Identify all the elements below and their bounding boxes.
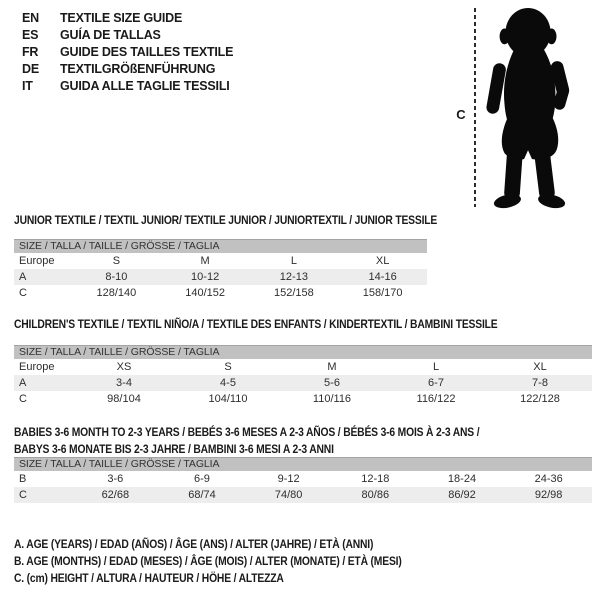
table-cell: 12-18 [361,473,390,485]
table-cell: 62/68 [101,489,130,501]
row-label: B [19,473,27,485]
table-cell: 116/122 [416,393,456,405]
table-cell: 74/80 [274,489,303,501]
table-cell: 128/140 [96,287,137,299]
language-item [22,9,233,26]
table-cell: S [112,255,121,267]
language-code: EN [22,10,39,25]
section-title-line: BABYS 3-6 MONATE BIS 2-3 JAHRE / BAMBINI 3-6 MESI A 2-3 ANNI [14,442,334,456]
footnote-age-years: A. AGE (YEARS) / EDAD (AÑOS) / ÂGE (ANS) / ALTER (JAHRE) / ETÀ (ANNI) [14,537,374,551]
junior-size-table [14,239,427,301]
table-cell: S [224,361,232,373]
table-cell: L [290,255,297,267]
table-cell: 18-24 [447,473,477,485]
table-cell: 122/128 [520,393,560,405]
section-title-line: JUNIOR TEXTILE / TEXTIL JUNIOR/ TEXTILE JUNIOR / JUNIORTEXTIL / JUNIOR TESSILE [14,213,438,227]
language-title: GUÍA DE TALLAS [60,27,161,42]
table-cell: 6-7 [428,377,444,389]
size-row-header: SIZE / TALLA / TAILLE / GRÖSSE / TAGLIA [14,345,592,359]
section-title-line: BABIES 3-6 MONTH TO 2-3 YEARS / BEBÉS 3-6 MESES A 2-3 AÑOS / BÉBÉS 3-6 MOIS À 2-3 ANS / [14,425,480,439]
table-cell: XL [533,361,547,373]
row-label: C [19,287,27,299]
table-cell: 92/98 [534,489,563,501]
table-cell: 4-5 [220,377,236,389]
table-cell: 152/158 [273,287,314,299]
table-cell: 24-36 [534,473,563,485]
toddler-silhouette-icon [480,6,580,212]
row-label: C [19,489,27,501]
language-list [22,9,233,94]
table-cell: 86/92 [448,489,476,501]
height-measure-label: C [456,107,466,122]
language-item [22,60,233,77]
section-title-line: CHILDREN'S TEXTILE / TEXTIL NIÑO/A / TEXTILE DES ENFANTS / KINDERTEXTIL / BAMBINI TESSILE [14,317,498,331]
table-cell: M [327,361,337,373]
row-label: C [19,393,27,405]
table-cell: XL [375,255,390,267]
table-cell: 5-6 [324,377,340,389]
table-cell: 3-4 [116,377,132,389]
language-item [22,43,233,60]
table-cell: 14-16 [368,271,397,283]
children-section-title [14,316,498,333]
language-item [22,77,233,94]
row-label: A [19,377,27,389]
table-row [14,285,427,301]
table-cell: 8-10 [105,271,128,283]
table-cell: 68/74 [188,489,216,501]
table-cell: 7-8 [532,377,548,389]
footnote-height-cm: C. (cm) HEIGHT / ALTURA / HAUTEUR / HÖHE / ALTEZZA [14,571,284,585]
footnote-age-months: B. AGE (MONTHS) / EDAD (MESES) / ÂGE (MOIS) / ALTER (MONATE) / ETÀ (MESI) [14,554,402,568]
language-title: TEXTILE SIZE GUIDE [60,10,183,25]
junior-section-title [14,212,437,229]
table-row [14,269,427,285]
table-row [14,253,427,269]
table-cell: 12-13 [279,271,308,283]
table-row [14,359,592,375]
table-cell: 110/116 [312,393,352,405]
table-cell: 10-12 [191,271,220,283]
language-title: TEXTILGRÖßENFÜHRUNG [60,61,216,76]
babies-size-table [14,457,592,503]
table-row [14,487,592,503]
row-label: Europe [19,361,55,373]
table-row [14,375,592,391]
table-cell: 158/170 [362,287,403,299]
table-cell: 140/152 [185,287,225,299]
language-title: GUIDA ALLE TAGLIE TESSILI [60,78,230,93]
language-code: DE [22,61,39,76]
table-cell: 80/86 [361,489,390,501]
table-cell: 104/110 [208,393,248,405]
row-label: A [19,271,27,283]
size-row-header: SIZE / TALLA / TAILLE / GRÖSSE / TAGLIA [14,239,427,253]
language-title: GUIDE DES TAILLES TEXTILE [60,44,234,59]
language-code: IT [22,78,33,93]
row-label: Europe [19,255,55,267]
height-measure-dashline [474,8,476,207]
language-item [22,26,233,43]
table-cell: M [200,255,210,267]
table-cell: 9-12 [277,473,300,485]
children-size-table [14,345,592,407]
footnotes [14,536,402,587]
language-code: FR [22,44,39,59]
table-row [14,391,592,407]
table-cell: 3-6 [107,473,124,485]
babies-section-title [14,424,479,458]
table-cell: XS [116,361,132,373]
table-cell: 6-9 [194,473,210,485]
table-cell: 98/104 [107,393,141,405]
language-code: ES [22,27,39,42]
table-cell: L [432,361,440,373]
table-row [14,471,592,487]
size-row-header: SIZE / TALLA / TAILLE / GRÖSSE / TAGLIA [14,457,592,471]
